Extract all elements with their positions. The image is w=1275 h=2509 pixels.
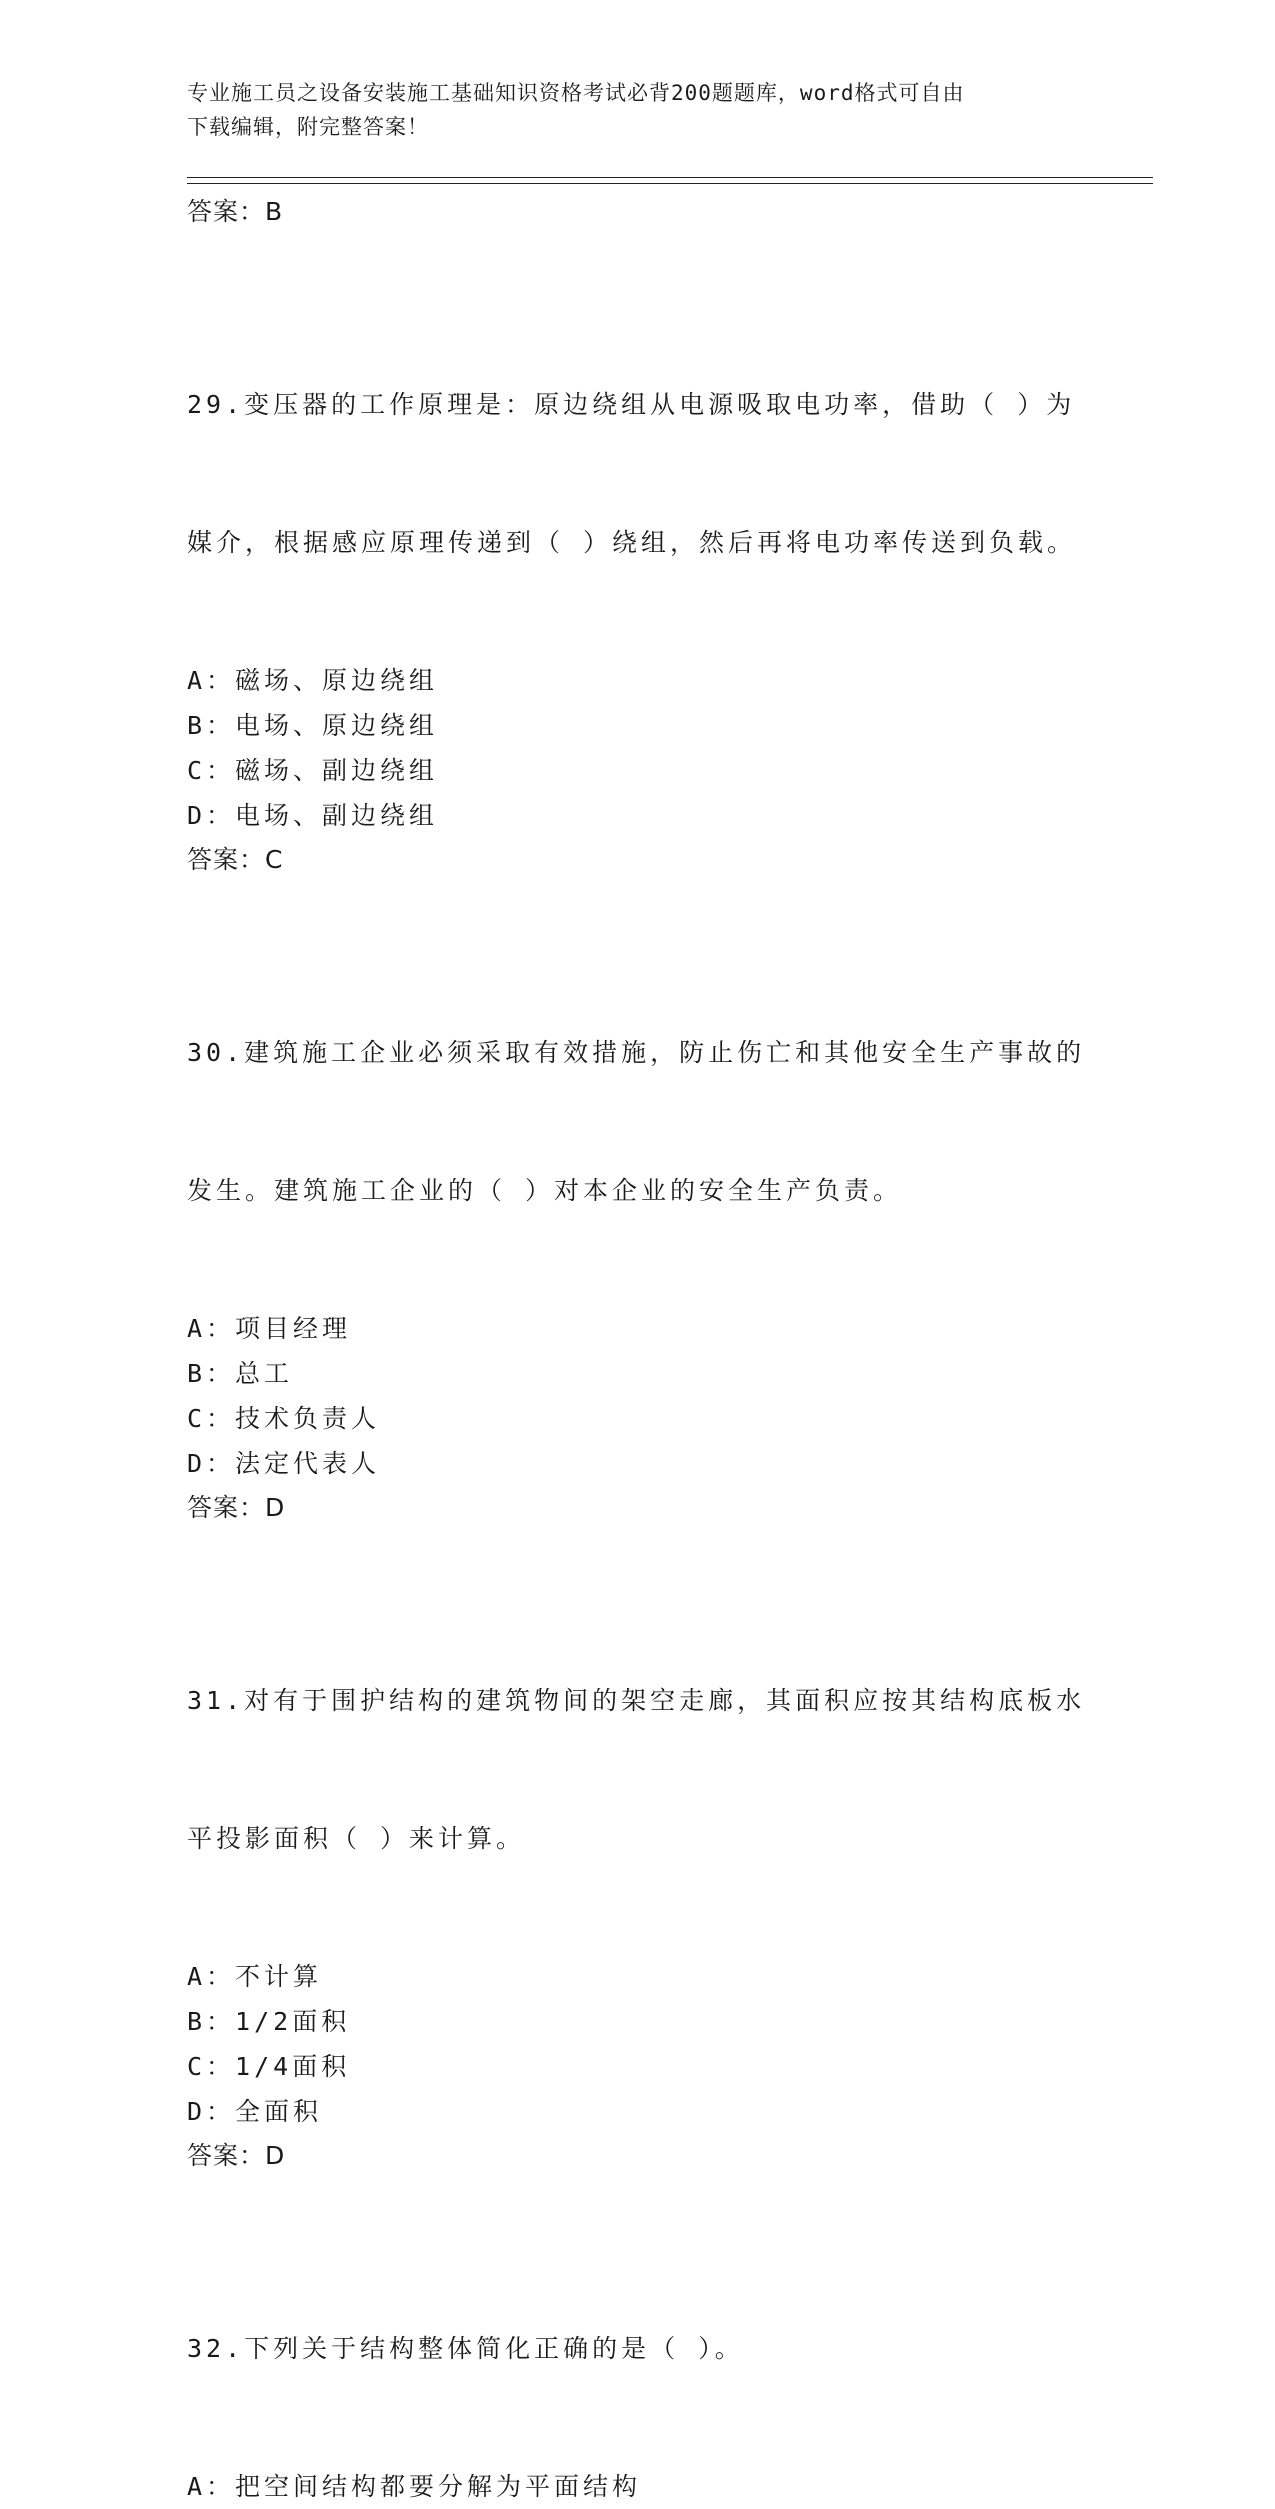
question-text-line: 30.建筑施工企业必须采取有效措施，防止伤亡和其他安全生产事故的 (187, 1038, 1086, 1067)
question-text (187, 290, 1087, 658)
option-c: C：技术负责人 (187, 1404, 381, 1433)
option-a: A：磁场、原边绕组 (187, 666, 439, 695)
header-line-1: 专业施工员之设备安装施工基础知识资格考试必背200题题库，word格式可自由 (187, 81, 965, 105)
option-b: B：1/2面积 (187, 2007, 351, 2036)
option-a: A：项目经理 (187, 1314, 352, 1343)
question-text-line: 平投影面积（ ）来计算。 (187, 1824, 526, 1853)
question-text (187, 1586, 1087, 1954)
option-d: D：电场、副边绕组 (187, 801, 439, 830)
option-a: A：把空间结构都要分解为平面结构 (187, 2472, 642, 2501)
document-body (187, 190, 1087, 2509)
option-d: D：全面积 (187, 2097, 323, 2126)
question-text-line: 29.变压器的工作原理是：原边绕组从电源吸取电功率，借助（ ）为 (187, 390, 1076, 419)
header-divider-bottom (187, 183, 1153, 184)
document-header (187, 76, 1087, 144)
question-text-line: 31.对有于围护结构的建筑物间的架空走廊，其面积应按其结构底板水 (187, 1686, 1086, 1715)
option-b: B：总工 (187, 1359, 294, 1388)
question-text (187, 938, 1087, 1306)
option-b: B：电场、原边绕组 (187, 711, 439, 740)
option-d: D：法定代表人 (187, 1449, 381, 1478)
question-text-line: 发生。建筑施工企业的（ ）对本企业的安全生产负责。 (187, 1176, 903, 1205)
answer-line: 答案：C (187, 845, 284, 874)
answer-line: 答案：D (187, 2141, 286, 2170)
option-a: A：不计算 (187, 1962, 323, 1991)
question-text-line: 32.下列关于结构整体简化正确的是（ ）。 (187, 2334, 744, 2363)
question-31 (187, 1586, 1087, 2178)
option-c: C：1/4面积 (187, 2052, 351, 2081)
question-30 (187, 938, 1087, 1530)
answer-line: 答案：D (187, 1493, 286, 1522)
question-text (187, 2234, 1087, 2464)
answer-line: 答案：B (187, 197, 284, 226)
option-c: C：磁场、副边绕组 (187, 756, 439, 785)
header-line-2: 下载编辑，附完整答案！ (187, 115, 429, 139)
header-divider-top (187, 177, 1153, 178)
question-29 (187, 290, 1087, 882)
question-32 (187, 2234, 1087, 2509)
question-text-line: 媒介，根据感应原理传递到（ ）绕组，然后再将电功率传送到负载。 (187, 528, 1077, 557)
